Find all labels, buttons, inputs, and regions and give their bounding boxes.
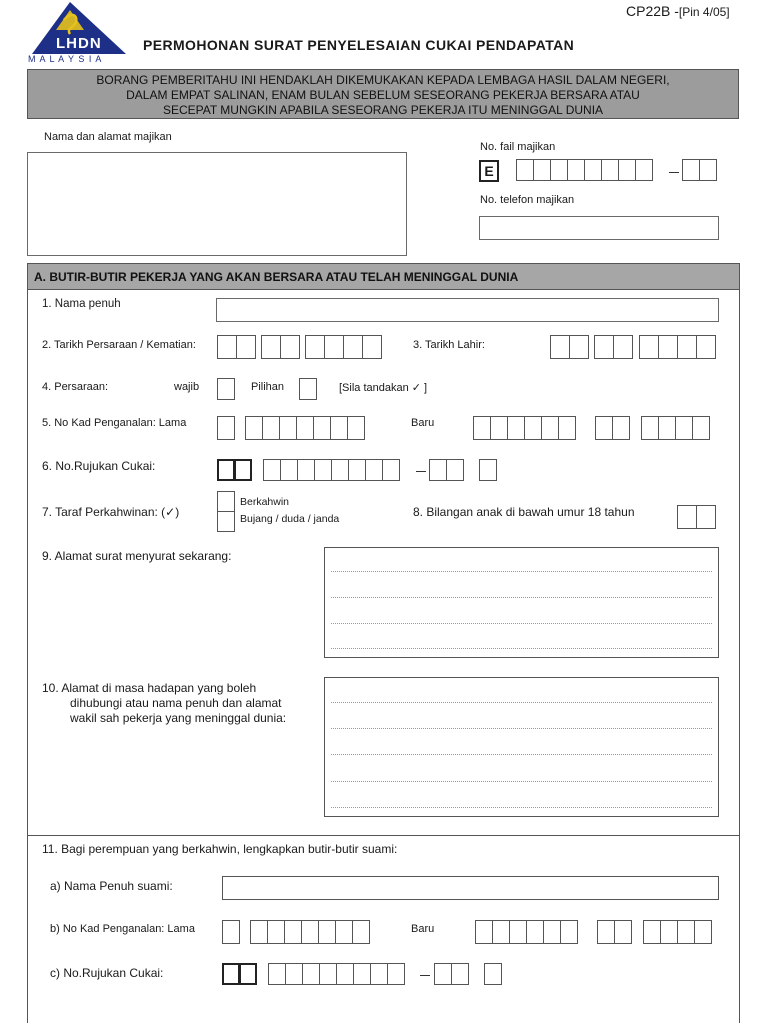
q9-label: 9. Alamat surat menyurat sekarang: [42,549,232,563]
q11b-label: b) No Kad Penganalan: Lama [50,923,195,935]
children-count-boxes[interactable] [677,505,715,527]
husband-tax-ref-boxes[interactable] [268,963,404,985]
future-address-field[interactable] [324,677,719,817]
q11b-baru-label: Baru [411,923,435,935]
retirement-date-month[interactable] [261,335,299,357]
married-label: Berkahwin [240,496,290,508]
q5-label: 5. No Kad Penganalan: Lama [42,417,187,429]
logo-country: M A L A Y S I A [28,54,103,64]
old-ic-boxes[interactable] [245,416,364,438]
q10-label-line-3: wakil sah pekerja yang meninggal dunia: [70,711,287,725]
q4-wajib-label: wajib [174,381,200,393]
new-ic-part3[interactable] [641,416,709,438]
logo-text: LHDN [56,35,102,52]
lhdn-logo [26,0,134,66]
employer-name-address-label: Nama dan alamat majikan [44,131,172,143]
retirement-date-day[interactable] [217,335,255,357]
notice-line-3: SECEPAT MUNGKIN APABILA SESEORANG PEKERJA ITU MENINGGAL DUNIA [162,103,604,117]
q11a-label: a) Nama Penuh suami: [50,879,173,893]
employer-file-no-suffix-boxes[interactable] [682,159,716,181]
husband-new-ic-part2[interactable] [597,920,631,942]
q11c-label: c) No.Rujukan Cukai: [50,966,164,980]
tax-ref-dash [416,471,426,472]
q11-label: 11. Bagi perempuan yang berkahwin, lengkapkan butir-butir suami: [42,842,398,856]
q4-note: [Sila tandakan ✓ ] [339,382,428,394]
tax-ref-suffix-boxes[interactable] [429,459,463,481]
form-pin: [Pin 4/05] [678,5,730,19]
q6-label: 6. No.Rujukan Cukai: [42,459,156,473]
q4-pilihan-checkbox[interactable] [299,378,317,400]
q1-label: 1. Nama penuh [42,298,121,310]
husband-tax-ref-dash [420,975,430,976]
q4-label: 4. Persaraan: [42,381,109,393]
employer-name-address-field[interactable] [27,152,407,256]
notice-banner [27,69,739,119]
tax-ref-check-box[interactable] [479,459,496,481]
birth-date-day[interactable] [550,335,588,357]
husband-new-ic-part1[interactable] [475,920,577,942]
q10-label-line-2: dihubungi atau nama penuh dan alamat [70,696,282,710]
tax-ref-boxes[interactable] [263,459,399,481]
notice-line-1: BORANG PEMBERITAHU INI HENDAKLAH DIKEMUKAKAN KEPADA LEMBAGA HASIL DALAM NEGERI, [96,73,670,87]
new-ic-part1[interactable] [473,416,575,438]
employer-file-no-boxes[interactable] [516,159,652,181]
form-code [626,3,730,19]
husband-new-ic-part3[interactable] [643,920,711,942]
birth-date-month[interactable] [594,335,632,357]
old-ic-prefix-box[interactable] [217,416,234,438]
q8-label: 8. Bilangan anak di bawah umur 18 tahun [413,505,635,519]
file-no-dash [669,172,679,173]
section-a-header [27,263,740,290]
birth-date-year[interactable] [639,335,715,357]
q11-divider [27,835,740,836]
notice-line-2: DALAM EMPAT SALINAN, ENAM BULAN SEBELUM SESEORANG PEKERJA BERSARA ATAU [126,88,640,102]
married-checkbox[interactable] [217,491,235,512]
husband-name-field[interactable] [222,876,719,900]
page-title: PERMOHONAN SURAT PENYELESAIAN CUKAI PENDAPATAN [143,37,575,53]
q3-label: 3. Tarikh Lahir: [413,339,485,351]
employer-phone-label: No. telefon majikan [480,194,575,206]
full-name-field[interactable] [216,298,719,322]
q2-label: 2. Tarikh Persaraan / Kematian: [42,339,196,351]
tax-ref-prefix-boxes[interactable] [217,459,251,481]
husband-tax-ref-check-box[interactable] [484,963,501,985]
husband-old-ic-prefix-box[interactable] [222,920,239,942]
employer-phone-field[interactable] [479,216,719,240]
q5-baru-label: Baru [411,417,435,429]
form-code-text: CP22B - [626,3,679,19]
husband-tax-ref-suffix-boxes[interactable] [434,963,468,985]
new-ic-part2[interactable] [595,416,629,438]
q10-label-line-1: 10. Alamat di masa hadapan yang boleh [42,681,257,695]
single-checkbox[interactable] [217,511,235,532]
husband-old-ic-boxes[interactable] [250,920,369,942]
employer-file-no-label: No. fail majikan [480,141,556,153]
q4-wajib-checkbox[interactable] [217,378,235,400]
retirement-date-year[interactable] [305,335,381,357]
section-a-title: A. BUTIR-BUTIR PEKERJA YANG AKAN BERSARA ATAU TELAH MENINGGAL DUNIA [34,270,519,284]
single-label: Bujang / duda / janda [240,513,340,525]
current-address-field[interactable] [324,547,719,658]
q4-pilihan-label: Pilihan [251,381,285,393]
employer-file-prefix: E [479,160,499,182]
q7-label: 7. Taraf Perkahwinan: (✓) [42,505,180,519]
husband-tax-ref-prefix-boxes[interactable] [222,963,256,985]
